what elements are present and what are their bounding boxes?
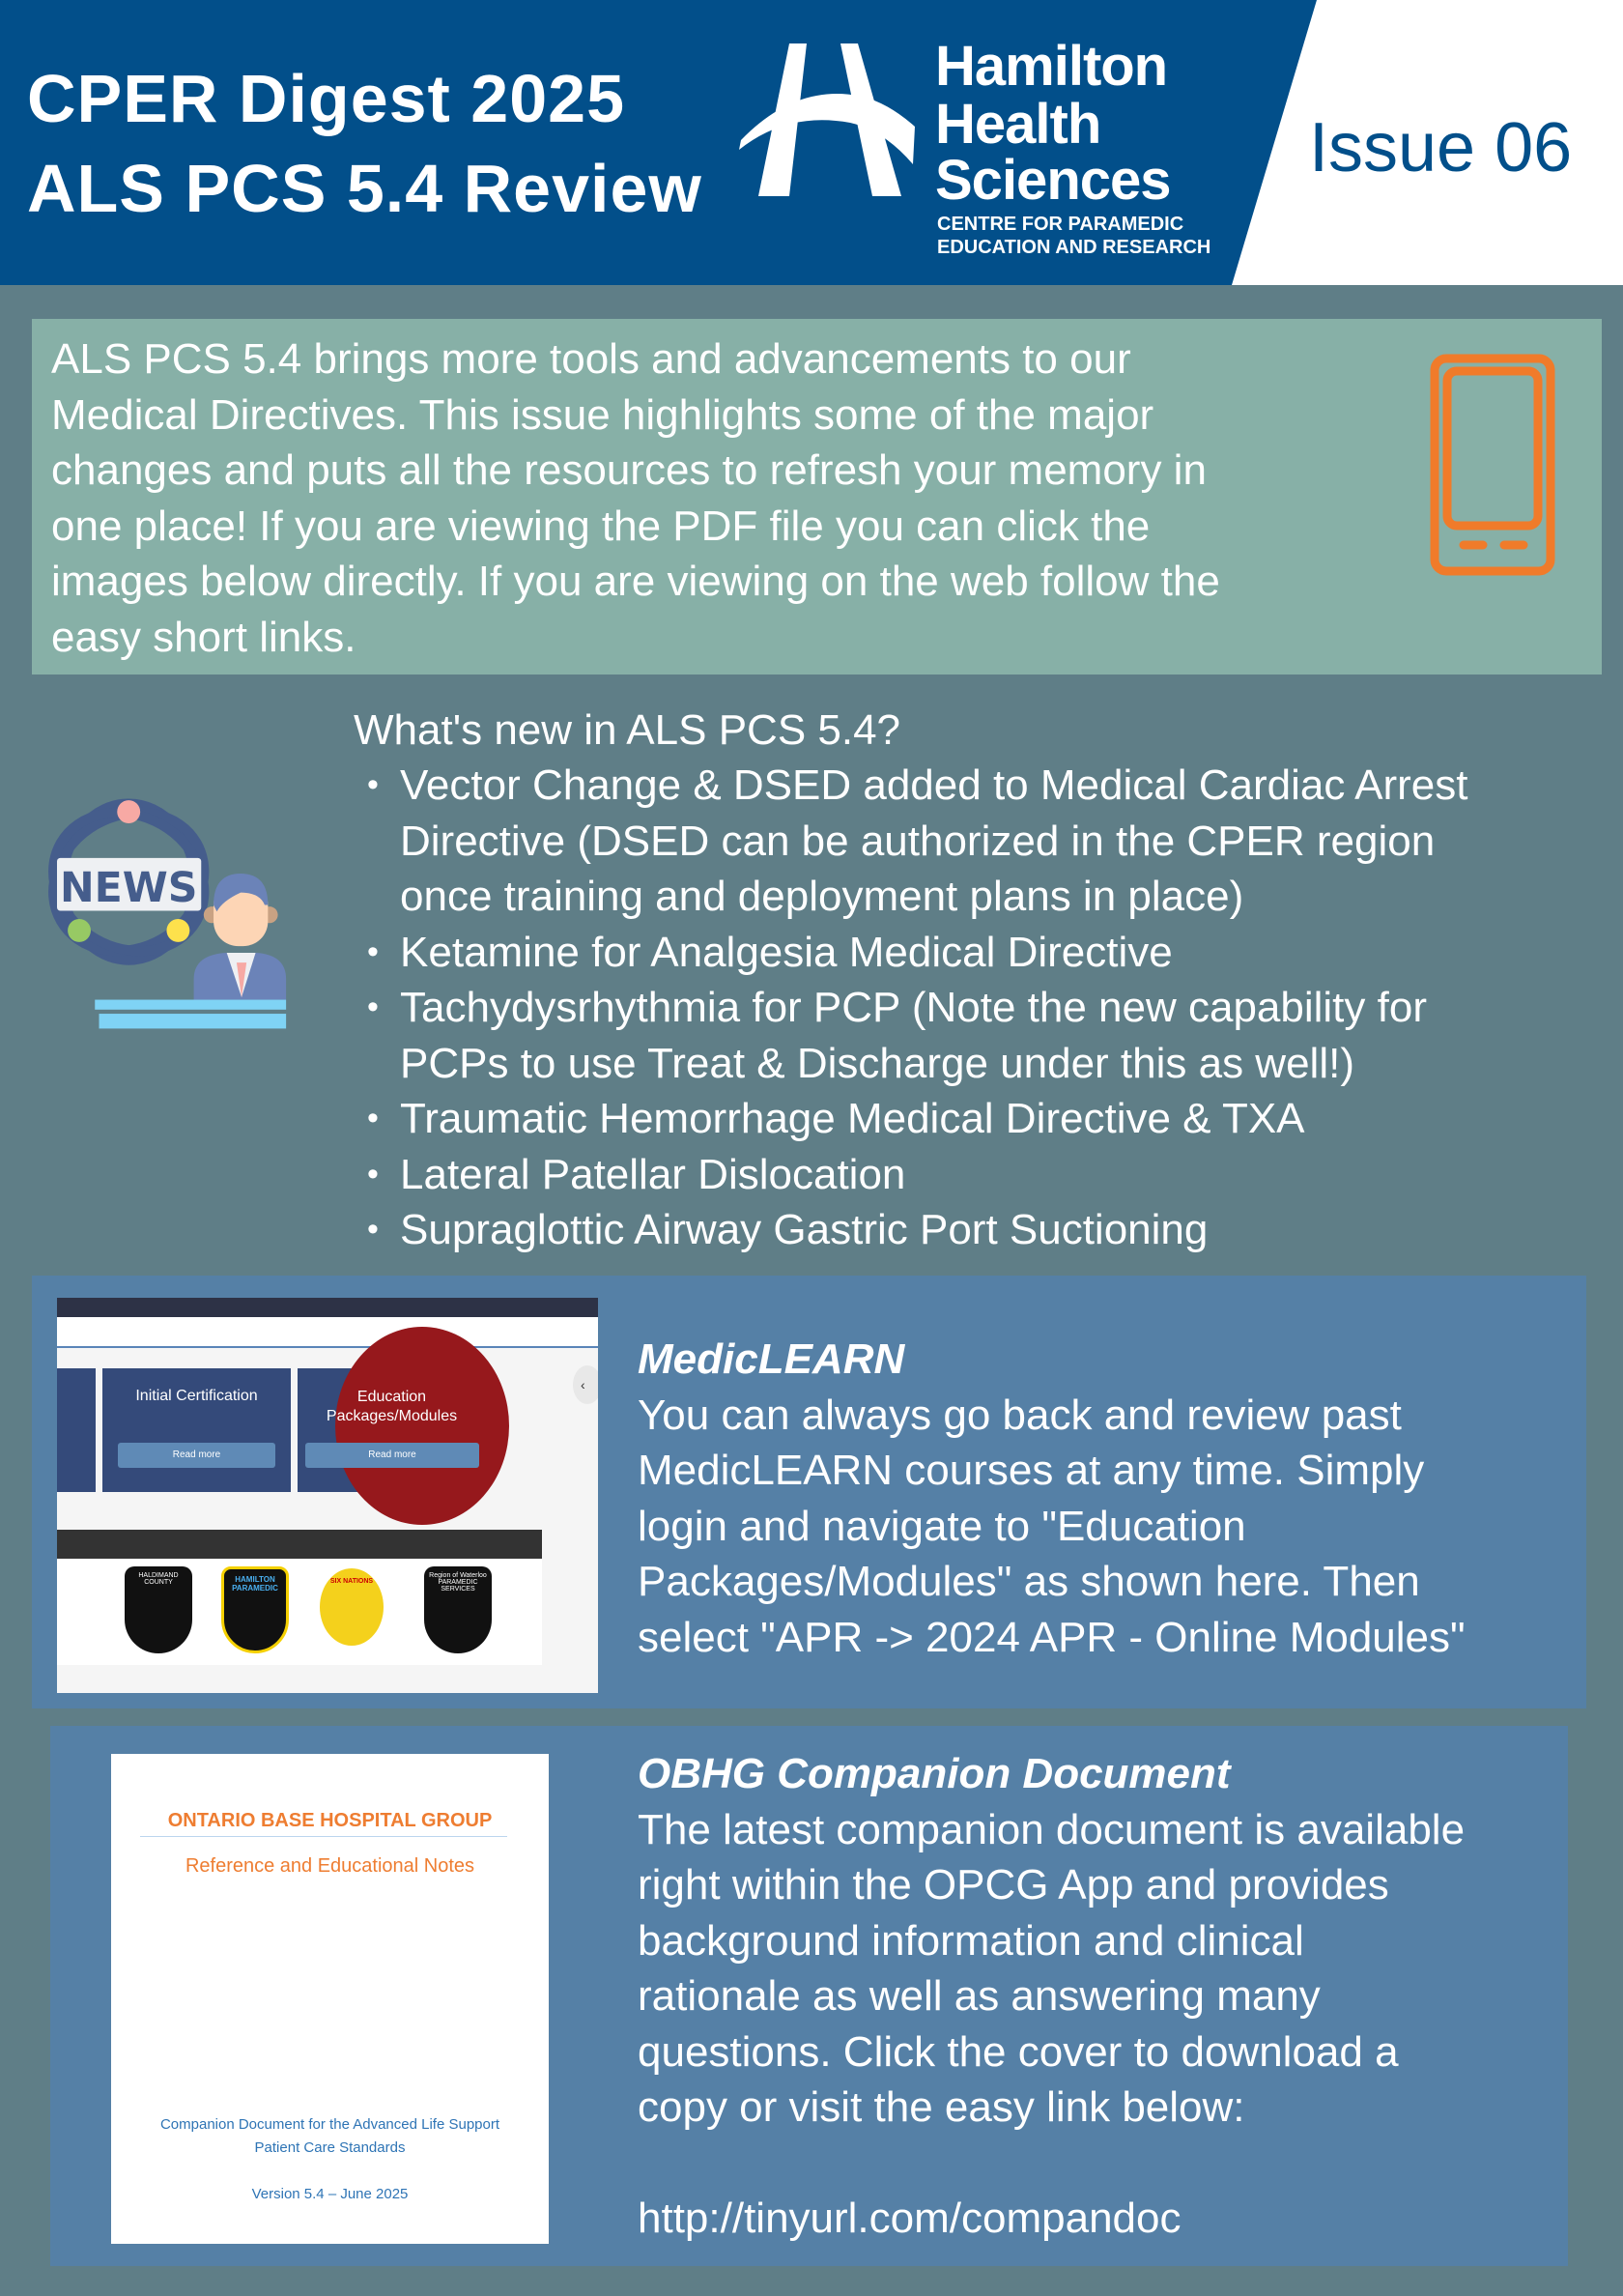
- card-title: Education: [356, 1389, 427, 1405]
- intro-line: changes and puts all the resources to refresh your memory in: [51, 446, 1207, 494]
- bullet-icon: •: [367, 989, 379, 1025]
- medic-line: login and navigate to "Education: [638, 1502, 1246, 1550]
- logo-sciences: Sciences: [935, 149, 1171, 212]
- cover-desc: Patient Care Standards: [254, 2139, 406, 2156]
- waterloo-badge: Region of Waterloo PARAMEDIC SERVICES: [424, 1566, 492, 1653]
- title-line-1: CPER Digest 2025: [27, 61, 626, 136]
- list-item-line: PCPs to use Treat & Discharge under this as well!): [400, 1039, 1354, 1087]
- read-more-button[interactable]: Read more: [305, 1443, 479, 1468]
- medic-line: select "APR -> 2024 APR - Online Modules": [638, 1613, 1466, 1661]
- obhg-text: [638, 1746, 1465, 2246]
- list-item-line: Supraglottic Airway Gastric Port Suctioning: [400, 1206, 1209, 1253]
- chevron-left-icon[interactable]: ‹: [573, 1365, 598, 1404]
- card-initial-certification[interactable]: [102, 1368, 291, 1492]
- obhg-title: OBHG Companion Document: [638, 1750, 1231, 1797]
- list-item: [354, 925, 1467, 981]
- list-item: [354, 1091, 1467, 1147]
- news-heading: What's new in ALS PCS 5.4?: [354, 706, 901, 754]
- cover-subtitle: Reference and Educational Notes: [185, 1855, 475, 1877]
- title-line-2: ALS PCS 5.4 Review: [27, 151, 702, 226]
- intro-line: ALS PCS 5.4 brings more tools and advancements to our: [51, 335, 1131, 383]
- six-nations-badge: SIX NATIONS: [320, 1568, 384, 1646]
- news-list: [354, 758, 1467, 1258]
- obhg-line: copy or visit the easy link below:: [638, 2083, 1245, 2131]
- obhg-line: rationale as well as answering many: [638, 1972, 1321, 2020]
- obhg-line: background information and clinical: [638, 1916, 1304, 1965]
- bullet-icon: •: [367, 1211, 379, 1248]
- hhs-logo-icon: [739, 43, 932, 198]
- list-item: [354, 980, 1467, 1091]
- cover-version: Version 5.4 – June 2025: [251, 2186, 409, 2202]
- news-anchor-icon: [29, 773, 309, 1053]
- logo-sub-1: CENTRE FOR PARAMEDIC: [937, 214, 1184, 235]
- bullet-icon: •: [367, 1155, 379, 1192]
- read-more-button[interactable]: Read more: [118, 1443, 275, 1468]
- bullet-icon: •: [367, 766, 379, 803]
- medic-line: Packages/Modules" as shown here. Then: [638, 1558, 1420, 1605]
- medic-text: [638, 1332, 1466, 1665]
- list-item: [354, 758, 1467, 925]
- hamilton-paramedic-badge: HAMILTON PARAMEDIC: [221, 1566, 289, 1653]
- logo-sub-2: EDUCATION AND RESEARCH: [937, 237, 1211, 258]
- obhg-line: questions. Click the cover to download a: [638, 2027, 1399, 2076]
- list-item-line: Vector Change & DSED added to Medical Cardiac Arrest: [400, 761, 1468, 809]
- svg-text:NEWS: NEWS: [59, 864, 198, 913]
- logo-health: Health: [935, 93, 1101, 156]
- issue-number: Issue 06: [1309, 109, 1573, 187]
- smartphone-icon: [1430, 354, 1555, 576]
- intro-line: images below directly. If you are viewing on the web follow the: [51, 558, 1220, 605]
- medic-line: MedicLEARN courses at any time. Simply: [638, 1447, 1425, 1494]
- list-item-line: Traumatic Hemorrhage Medical Directive & TXA: [400, 1095, 1305, 1142]
- intro-line: one place! If you are viewing the PDF file you can click the: [51, 502, 1151, 550]
- list-item-line: Ketamine for Analgesia Medical Directive: [400, 928, 1173, 976]
- cover-desc: Companion Document for the Advanced Life Support: [159, 2116, 500, 2133]
- card-education-packages[interactable]: [298, 1368, 486, 1492]
- mediclearn-screenshot[interactable]: [57, 1298, 598, 1693]
- obhg-line: The latest companion document is available: [638, 1805, 1466, 1853]
- bullet-icon: •: [367, 933, 379, 970]
- bullet-icon: •: [367, 1100, 379, 1136]
- intro-line: easy short links.: [51, 613, 356, 661]
- list-item-line: once training and deployment plans in place): [400, 873, 1244, 920]
- card-title: Packages/Modules: [326, 1408, 458, 1424]
- logo-hamilton: Hamilton: [935, 35, 1168, 98]
- list-item-line: Directive (DSED can be authorized in the CPER region: [400, 817, 1436, 865]
- medic-line: You can always go back and review past: [638, 1391, 1402, 1439]
- cover-org: ONTARIO BASE HOSPITAL GROUP: [167, 1810, 493, 1831]
- intro-text: [51, 331, 1220, 665]
- list-item-line: Tachydysrhythmia for PCP (Note the new capability for: [400, 984, 1427, 1031]
- obhg-line: right within the OPCG App and provides: [638, 1861, 1389, 1909]
- intro-line: Medical Directives. This issue highlights some of the major: [51, 390, 1154, 439]
- card-title: Initial Certification: [135, 1388, 258, 1404]
- list-item-line: Lateral Patellar Dislocation: [400, 1150, 906, 1198]
- haldimand-badge: HALDIMAND COUNTY: [125, 1566, 192, 1653]
- medic-title: MedicLEARN: [638, 1335, 905, 1383]
- list-item: [354, 1147, 1467, 1203]
- companion-document-cover[interactable]: [111, 1754, 549, 2244]
- companion-doc-link[interactable]: http://tinyurl.com/compandoc: [638, 2194, 1182, 2242]
- list-item: [354, 1202, 1467, 1258]
